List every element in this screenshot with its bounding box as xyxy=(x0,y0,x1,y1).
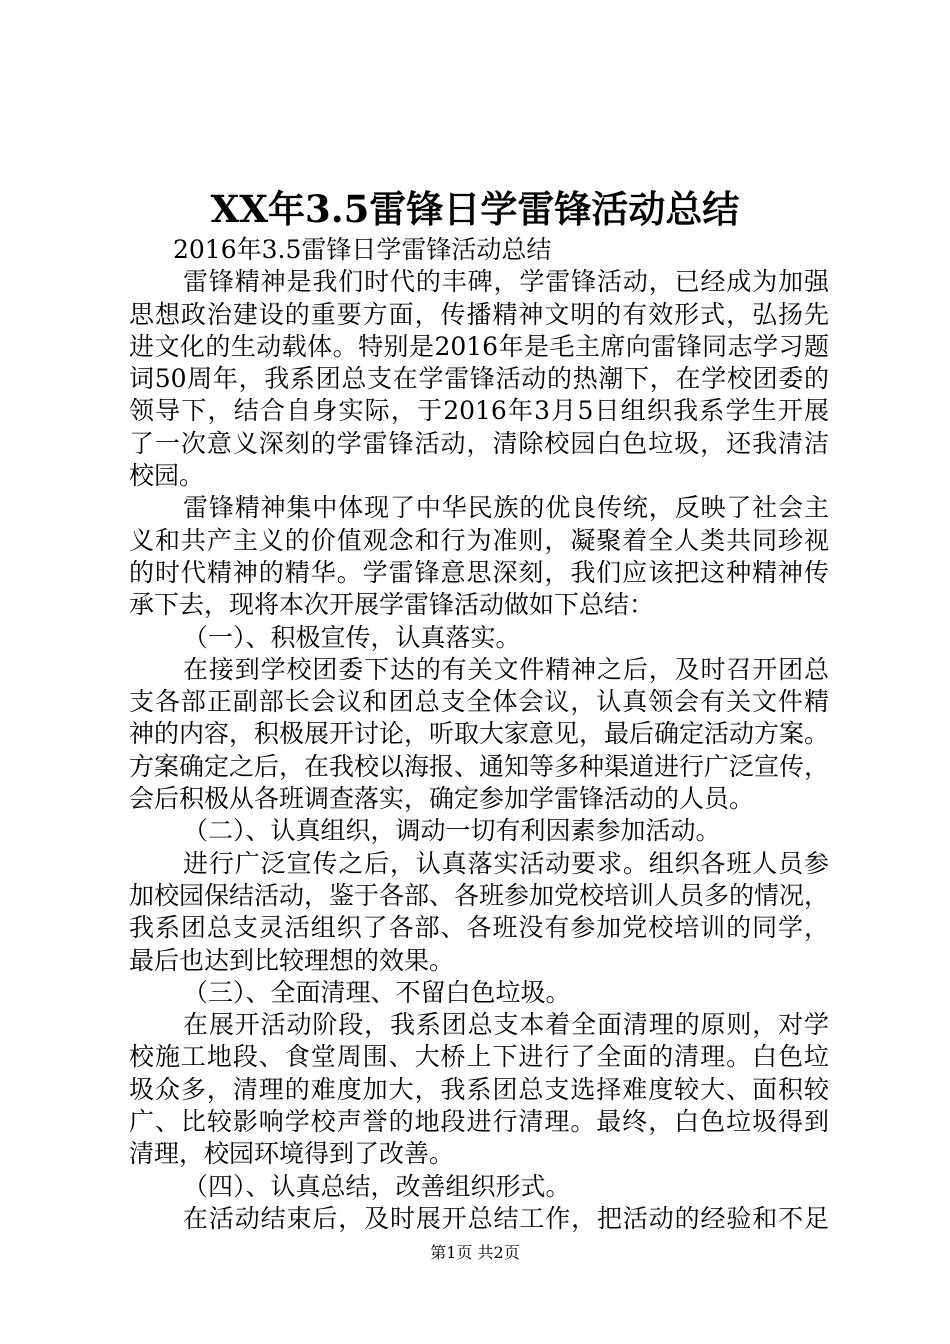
text-line: 进文化的生动载体。特别是2016年是毛主席向雷锋同志学习题 xyxy=(129,331,829,361)
text-line: 2016年3.5雷锋日学雷锋活动总结 xyxy=(173,235,552,264)
text-line: 在接到学校团委下达的有关文件精神之后，及时召开团总 xyxy=(183,654,829,684)
text-line: 会后积极从各班调查落实，确定参加学雷锋活动的人员。 xyxy=(129,784,755,814)
page-footer: 第1页 共2页 xyxy=(430,1243,520,1262)
text-line: 校施工地段、食堂周围、大桥上下进行了全面的清理。白色垃 xyxy=(129,1042,829,1072)
text-line: 了一次意义深刻的学雷锋活动，清除校园白色垃圾，还我清洁 xyxy=(129,428,829,458)
text-line: 进行广泛宣传之后，认真落实活动要求。组织各班人员参 xyxy=(183,848,829,878)
text-line: 清理，校园环境得到了改善。 xyxy=(129,1139,455,1169)
text-line: 雷锋精神集中体现了中华民族的优良传统，反映了社会主 xyxy=(183,493,829,523)
text-line: （一）、积极宣传，认真落实。 xyxy=(183,622,521,652)
text-line: 校园。 xyxy=(129,461,205,491)
text-line: 义和共产主义的价值观念和行为准则，凝聚着全人类共同珍视 xyxy=(129,525,829,555)
text-line: 广、比较影响学校声誉的地段进行清理。最终，白色垃圾得到 xyxy=(129,1107,829,1137)
text-line: 的时代精神的精华。学雷锋意思深刻，我们应该把这种精神传 xyxy=(129,557,829,587)
text-line: 方案确定之后，在我校以海报、通知等多种渠道进行广泛宣传， xyxy=(129,751,830,781)
text-line: 在展开活动阶段，我系团总支本着全面清理的原则，对学 xyxy=(183,1010,829,1040)
text-line: 词50周年，我系团总支在学雷锋活动的热潮下，在学校团委的 xyxy=(129,364,829,394)
text-line: 神的内容，积极展开讨论，听取大家意见，最后确定活动方案。 xyxy=(129,719,830,749)
text-line: （四）、认真总结，改善组织形式。 xyxy=(183,1171,571,1201)
text-line: 承下去，现将本次开展学雷锋活动做如下总结： xyxy=(129,590,655,620)
text-line: 我系团总支灵活组织了各部、各班没有参加党校培训的同学， xyxy=(129,913,829,943)
document-title: XX年3.5雷锋日学雷锋活动总结 xyxy=(210,187,740,231)
document-body xyxy=(129,234,829,1235)
text-line: 领导下，结合自身实际，于2016年3月5日组织我系学生开展 xyxy=(129,396,829,426)
text-line: （三）、全面清理、不留白色垃圾。 xyxy=(183,977,571,1007)
text-line: 最后也达到比较理想的效果。 xyxy=(129,945,455,975)
text-line: 加校园保结活动，鉴于各部、各班参加党校培训人员多的情况， xyxy=(129,880,830,910)
text-line: 雷锋精神是我们时代的丰碑，学雷锋活动，已经成为加强 xyxy=(183,267,829,297)
text-line: 支各部正副部长会议和团总支全体会议，认真领会有关文件精 xyxy=(129,687,829,717)
text-line: 思想政治建设的重要方面，传播精神文明的有效形式，弘扬先 xyxy=(129,299,829,329)
text-line: （二）、认真组织，调动一切有利因素参加活动。 xyxy=(183,816,721,846)
text-line: 在活动结束后，及时展开总结工作，把活动的经验和不足 xyxy=(183,1203,829,1233)
text-line: 圾众多，清理的难度加大，我系团总支选择难度较大、面积较 xyxy=(129,1074,829,1104)
